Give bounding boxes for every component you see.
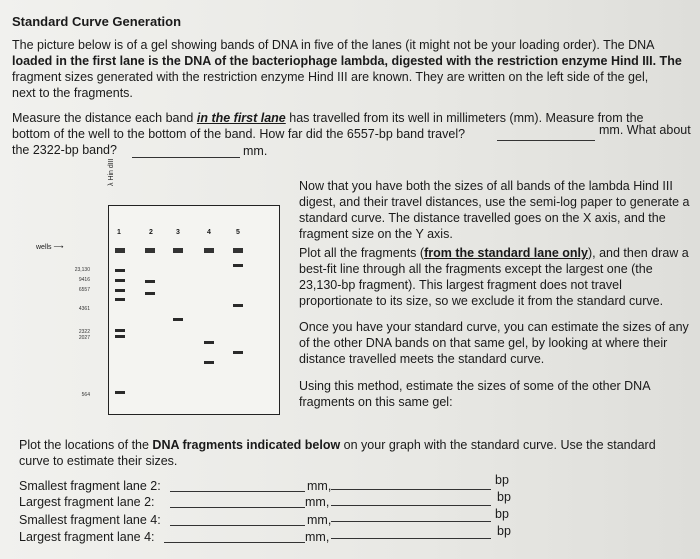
right-p2-a: Plot all the fragments ( [299, 246, 425, 260]
right-p2-line-4: proportionate to its size, so we exclude it from the standard curve. [299, 294, 664, 308]
band [173, 318, 183, 321]
band [115, 335, 125, 338]
answer-blank-mm[interactable] [170, 507, 305, 508]
size-label: 6557 [78, 287, 90, 293]
lane-number: 4 [207, 229, 211, 236]
right-p1-line-1: Now that you have both the sizes of all bands of the lambda Hind III [299, 179, 673, 193]
band [233, 304, 243, 307]
row-unit-bp: bp [495, 507, 509, 521]
plot-a: Plot the locations of the [19, 438, 153, 452]
row-label: Smallest fragment lane 2: [19, 479, 161, 493]
band [145, 292, 155, 295]
size-label: 23,130 [74, 267, 90, 273]
lane-label: λ Hin dIII [108, 158, 115, 186]
plot-b: on your graph with the standard curve. Use the standard [340, 438, 656, 452]
answer-blank-mm[interactable] [164, 542, 305, 543]
right-p2-b: ), and then draw a [587, 246, 689, 260]
measure-line-3: the 2322-bp band? [12, 143, 117, 157]
size-label: 9416 [78, 277, 90, 283]
wells-text: wells [36, 244, 52, 251]
band [115, 391, 125, 394]
size-label: 564 [81, 392, 90, 398]
band [233, 264, 243, 267]
well [173, 248, 183, 253]
plot-instruction-line-2: curve to estimate their sizes. [19, 454, 178, 468]
lane-number: 2 [149, 229, 153, 236]
page-title: Standard Curve Generation [12, 14, 182, 29]
measure-line-2: bottom of the well to the bottom of the band. How far did the 6557-bp band travel? [12, 127, 466, 141]
lane-number: 5 [236, 229, 240, 236]
band [204, 341, 214, 344]
right-p1-line-4: fragment size on the Y axis. [299, 227, 453, 241]
plot-emphasis: DNA fragments indicated below [152, 438, 341, 452]
answer-blank-2322[interactable] [132, 157, 240, 158]
band [115, 298, 125, 301]
lane-number: 1 [117, 229, 121, 236]
row-unit-bp: bp [497, 524, 511, 538]
measure-rest: has travelled from its well in millimeters (mm). Measure from the [285, 111, 644, 125]
well [115, 248, 125, 253]
well [204, 248, 214, 253]
band [115, 289, 125, 292]
right-p1-line-2: digest, and their travel distances, use the semi-log paper to generate a [299, 195, 690, 209]
row-label: Largest fragment lane 2: [19, 495, 155, 509]
band [145, 280, 155, 283]
intro-line-4: next to the fragments. [12, 86, 133, 100]
row-unit-bp: bp [497, 490, 511, 504]
measure-unit-2: mm. [243, 144, 268, 158]
answer-blank-bp[interactable] [331, 521, 491, 522]
right-p2-line-1 [299, 245, 689, 261]
right-p2-line-2: best-fit line through all the fragments except the largest one (the [299, 262, 653, 276]
right-p4-line-2: fragments on this same gel: [299, 395, 453, 409]
answer-blank-bp[interactable] [331, 489, 491, 490]
wells-label [36, 240, 64, 256]
row-label: Largest fragment lane 4: [19, 530, 155, 544]
row-unit-mm: mm, [305, 530, 330, 544]
size-label: 2322 [78, 329, 90, 335]
arrow-right-icon: ⟶ [53, 244, 64, 251]
right-p2-line-3: 23,130-bp fragment). This largest fragment does not travel [299, 278, 622, 292]
measure-line-1 [12, 110, 644, 126]
row-unit-mm: mm, [305, 495, 330, 509]
right-p3-line-2: of the other DNA bands on that same gel, by looking at where their [299, 336, 668, 350]
row-label: Smallest fragment lane 4: [19, 513, 161, 527]
size-label: 2027 [78, 335, 90, 341]
answer-blank-mm[interactable] [170, 525, 305, 526]
answer-blank-6557[interactable] [497, 140, 595, 141]
right-p1-line-3: standard curve. The distance travelled goes on the X axis, and the [299, 211, 666, 225]
row-unit-mm: mm, [307, 513, 332, 527]
right-p4-line-1: Using this method, estimate the sizes of some of the other DNA [299, 379, 651, 393]
band [115, 279, 125, 282]
answer-blank-mm[interactable] [170, 491, 305, 492]
answer-blank-bp[interactable] [331, 538, 491, 539]
measure-emphasis: in the first lane [196, 111, 286, 125]
answer-blank-bp[interactable] [331, 505, 491, 506]
measure-prefix: Measure the distance each band [12, 111, 197, 125]
band [233, 351, 243, 354]
well [145, 248, 155, 253]
intro-line-1: The picture below is of a gel showing bands of DNA in five of the lanes (it might not be your loading order). The DNA [12, 38, 655, 52]
gel-image [108, 205, 280, 415]
right-p2-emphasis: from the standard lane only [424, 246, 588, 260]
right-p3-line-3: distance travelled meets the standard curve. [299, 352, 545, 366]
band [204, 361, 214, 364]
band [115, 269, 125, 272]
plot-instruction-line-1 [19, 437, 656, 453]
well [233, 248, 243, 253]
size-label: 4361 [78, 306, 90, 312]
band [115, 329, 125, 332]
row-unit-mm: mm, [307, 479, 332, 493]
lane-number: 3 [176, 229, 180, 236]
intro-line-2: loaded in the first lane is the DNA of the bacteriophage lambda, digested with the restriction enzyme Hind III. The [12, 54, 682, 68]
row-unit-bp: bp [495, 473, 509, 487]
measure-unit-1: mm. What about [599, 123, 691, 137]
intro-line-3: fragment sizes generated with the restriction enzyme Hind III are known. They are written on the left side of the gel, [12, 70, 649, 84]
right-p3-line-1: Once you have your standard curve, you can estimate the sizes of any [299, 320, 689, 334]
